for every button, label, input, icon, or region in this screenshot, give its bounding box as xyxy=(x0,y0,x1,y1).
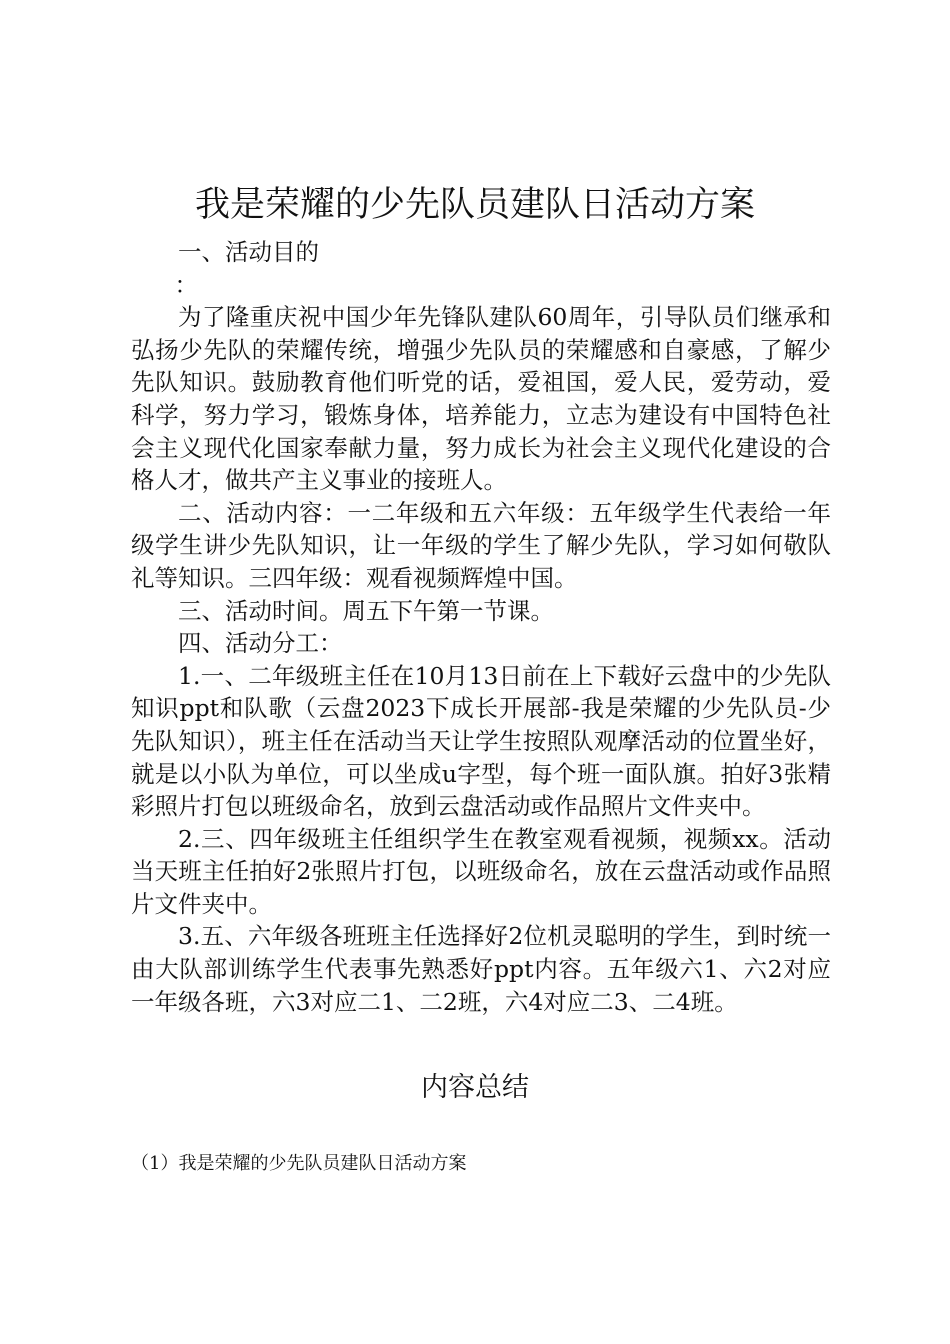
content-paragraph: 二、活动内容：一二年级和五六年级：五年级学生代表给一年级学生讲少先队知识，让一年级的学生了解少先队，学习如何敬队礼等知识。三四年级：观看视频辉煌中国。 xyxy=(131,498,831,592)
division-item-1: 1.一、二年级班主任在10月13日前在上下载好云盘中的少先队知识ppt和队歌（云盘2023下成长开展部-我是荣耀的少先队员-少先队知识），班主任在活动当天让学生按照队观摩活动的位置坐好，就是以小队为单位，可以坐成u字型，每个班一面队旗。拍好3张精彩照片打包以班级命名，放到云盘活动或作品照片文件夹中。 xyxy=(131,661,831,821)
division-item-2: 2.三、四年级班主任组织学生在教室观看视频，视频xx。活动当天班主任拍好2张照片打包，以班级命名，放在云盘活动或作品照片文件夹中。 xyxy=(131,824,831,918)
section-heading-purpose: 一、活动目的 xyxy=(178,238,319,266)
summary-heading: 内容总结 xyxy=(421,1072,529,1103)
time-paragraph: 三、活动时间。周五下午第一节课。 xyxy=(178,596,554,625)
document-body xyxy=(131,236,831,1018)
section-heading-division: 四、活动分工： xyxy=(178,629,343,658)
purpose-paragraph: 为了隆重庆祝中国少年先锋队建队60周年，引导队员们继承和弘扬少先队的荣耀传统，增强少先队员的荣耀感和自豪感，了解少先队知识。鼓励教育他们听党的话，爱祖国，爱人民，爱劳动，爱科学，努力学习，锻炼身体，培养能力，立志为建设有中国特色社会主义现代化国家奉献力量，努力成长为社会主义现代化建设的合格人才，做共产主义事业的接班人。 xyxy=(131,303,831,495)
document-title: 我是荣耀的少先队员建队日活动方案 xyxy=(194,185,755,225)
purpose-colon: ： xyxy=(174,270,198,299)
summary-item: （1）我是荣耀的少先队员建队日活动方案 xyxy=(131,1153,467,1174)
division-item-3: 3.五、六年级各班班主任选择好2位机灵聪明的学生，到时统一由大队部训练学生代表事先熟悉好ppt内容。五年级六1、六2对应一年级各班，六3对应二1、二2班，六4对应二3、二4班。 xyxy=(131,922,831,1016)
